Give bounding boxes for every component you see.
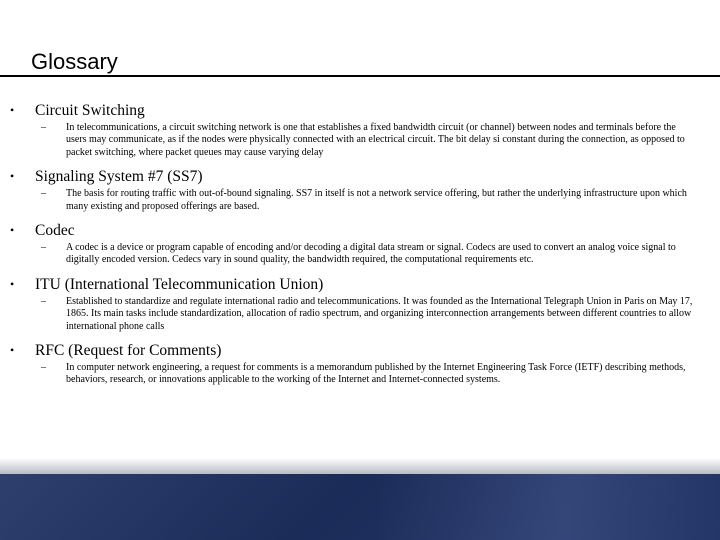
glossary-entry-rfc	[0, 340, 720, 387]
glossary-definition: In computer network engineering, a request for comments is a memorandum published by the Internet Engineering Task Force (IETF) describing methods, behaviors, research, or innovations applicable to the working of the Internet and Internet-connected systems.	[66, 362, 686, 386]
glossary-definition: The basis for routing traffic with out-of-bound signaling. SS7 in itself is not a network service offering, but rather the underlying infrastructure upon which many existing and proposed offerings are based.	[66, 188, 687, 212]
dash-icon: –	[41, 242, 46, 254]
dash-icon: –	[41, 122, 46, 133]
glossary-definition: In telecommunications, a circuit switching network is one that establishes a fixed bandwidth circuit (or channel) between nodes and terminals before the users may communicate, as if the nodes were physically connected with an electrical circuit. The bit delay si constant during the connection, as opposed to packet switching, where packet queues may cause varying delay	[66, 122, 685, 158]
glossary-term: RFC (Request for Comments)	[35, 342, 222, 360]
glossary-term: ITU (International Telecommunication Union)	[35, 275, 324, 293]
bullet-icon: •	[10, 276, 15, 291]
title-divider	[0, 75, 720, 77]
dash-icon: –	[41, 188, 46, 200]
bullet-icon: •	[10, 223, 15, 238]
footer-highlight	[380, 474, 720, 540]
footer-gradient-band	[0, 458, 720, 474]
glossary-definition: Established to standardize and regulate international radio and telecommunications. It was founded as the International Telegraph Union in Paris on May 17, 1865. Its main tasks include standardization, allocation of radio spectrum, and organizing interconnection arrangements between different countries to allow international phone calls	[66, 295, 693, 332]
glossary-entry-codec	[0, 220, 720, 267]
bullet-icon: •	[10, 169, 15, 184]
bullet-icon: •	[10, 343, 15, 358]
dash-icon: –	[41, 295, 46, 307]
glossary-term: Codec	[35, 222, 75, 240]
glossary-entry-ss7	[0, 166, 720, 213]
glossary-entry-circuit-switching	[0, 100, 720, 159]
glossary-definition: A codec is a device or program capable of encoding and/or decoding a digital data stream or signal. Codecs are used to convert an analog voice signal to digitally encoded version. Cedecs vary in sound quality, the bandwidth required, the computational requirements etc.	[66, 242, 676, 266]
glossary-entry-itu	[0, 274, 720, 333]
dash-icon: –	[41, 362, 46, 374]
glossary-term: Circuit Switching	[35, 102, 145, 119]
page-title: Glossary	[31, 49, 118, 74]
glossary-term: Signaling System #7 (SS7)	[35, 168, 203, 186]
bullet-icon: •	[10, 103, 15, 117]
glossary-list	[0, 100, 720, 387]
